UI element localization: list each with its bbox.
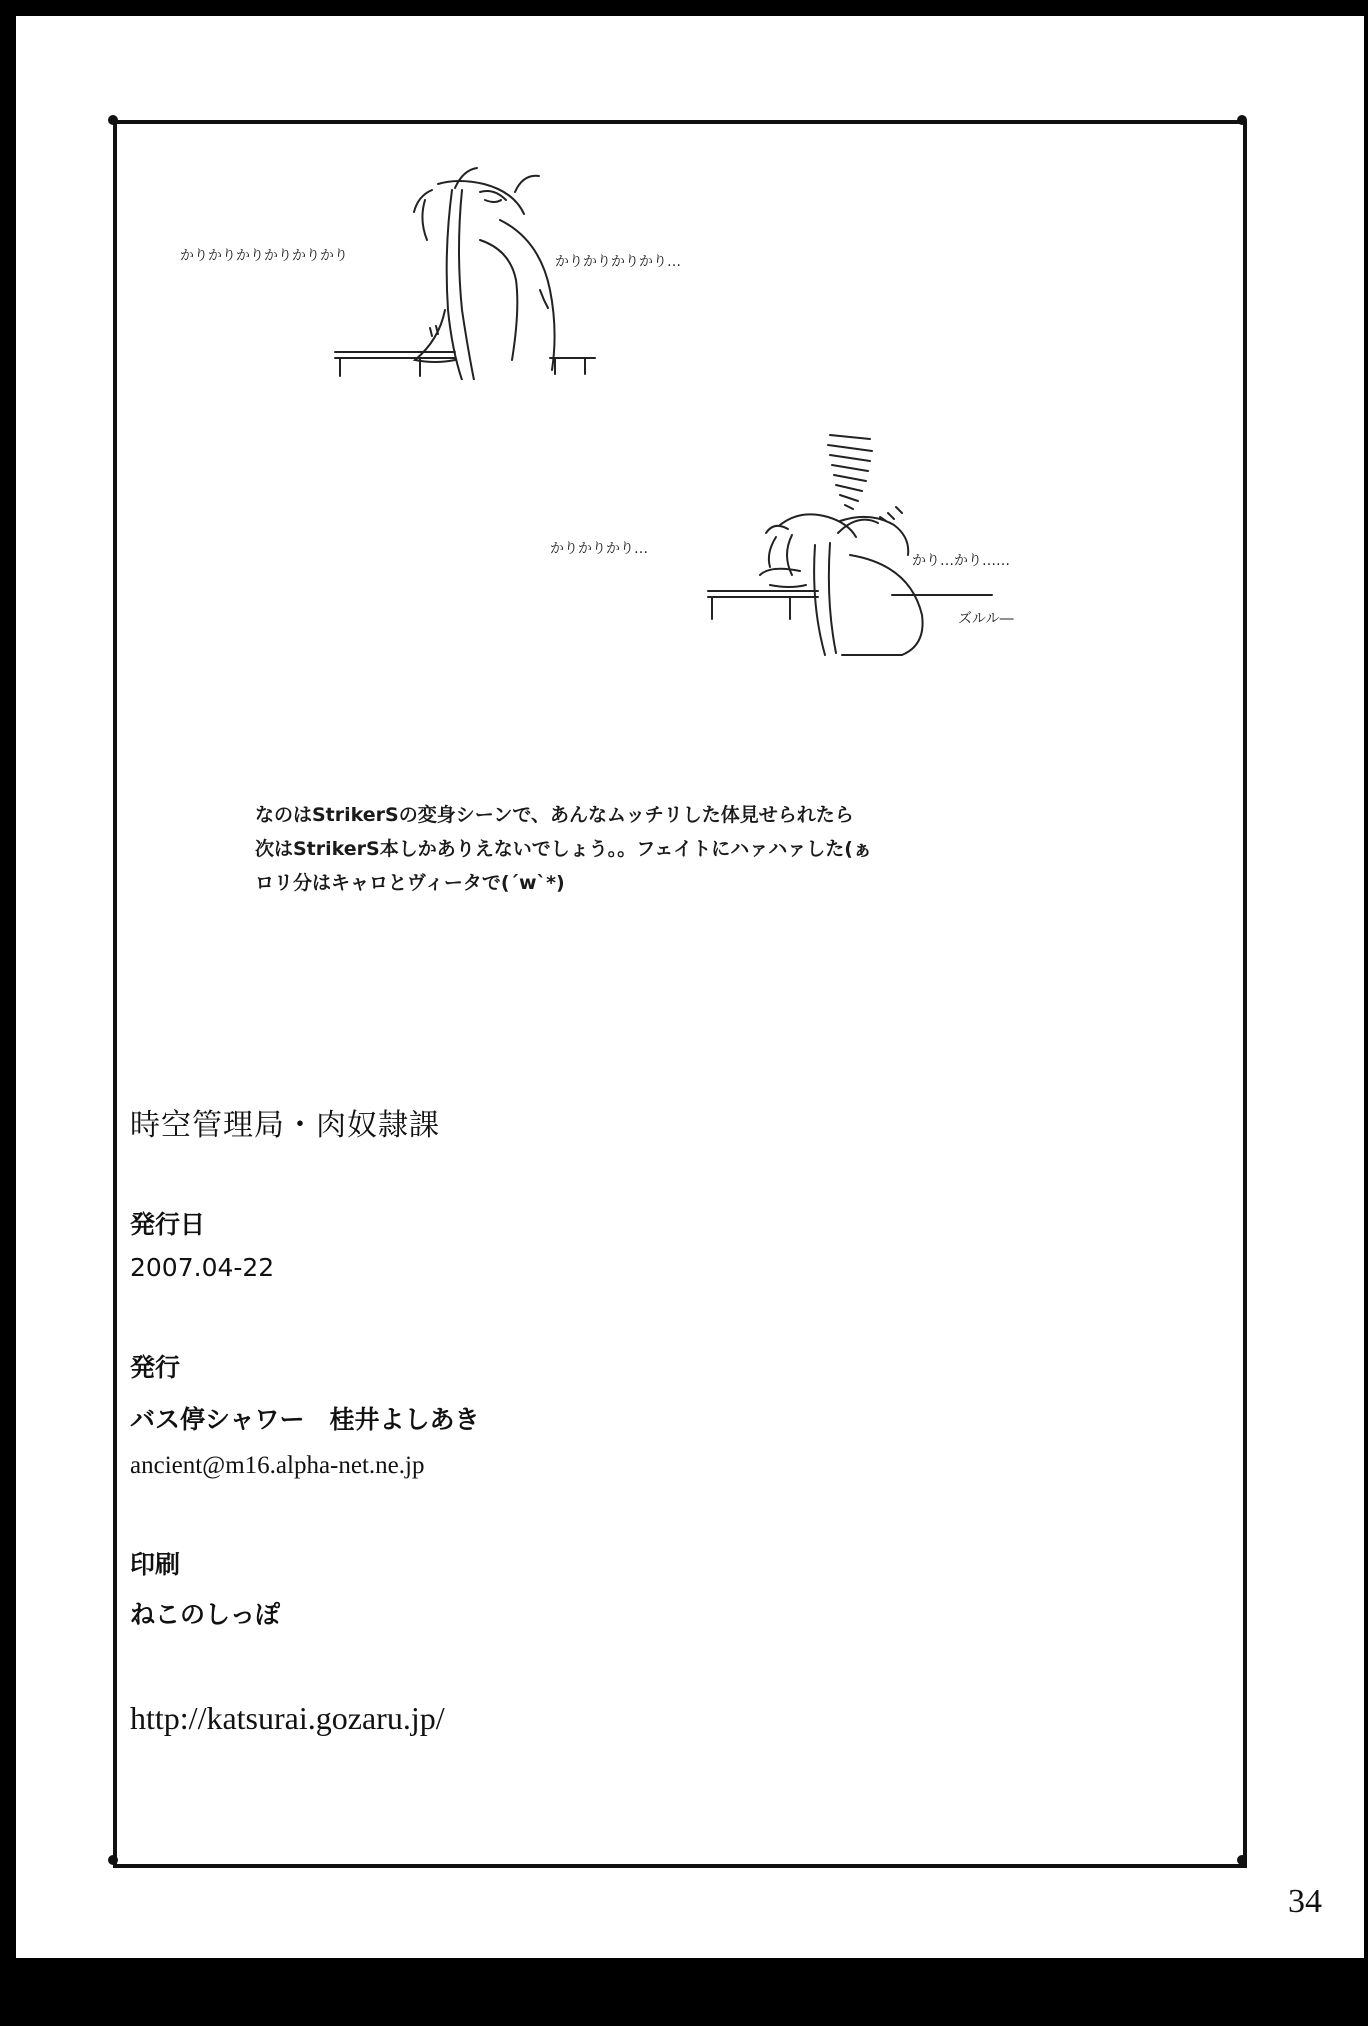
scan-edge-top [0,0,1368,16]
sfx-scratching-fading: かり…かり…… [912,553,1010,569]
publisher-email: ancient@m16.alpha-net.ne.jp [130,1452,425,1479]
sfx-scratching-left: かりかりかりかりかりかり [180,248,348,264]
caption-line: なのはStrikerSの変身シーンで、あんなムッチリした体見せられたら [255,804,854,826]
sfx-scratching-right: かりかりかりかり… [555,254,681,270]
issue-date: 2007.04-22 [130,1253,275,1282]
illustration-writing [180,160,740,380]
printer-name: ねこのしっぽ [130,1600,281,1629]
circle-name: 時空管理局・肉奴隷課 [130,1108,440,1143]
caption-line: 次はStrikerS本しかありえないでしょう。。フェイトにハァハァした(ぁ [255,838,872,860]
issue-date-label: 発行日 [130,1210,206,1239]
website-url: http://katsurai.gozaru.jp/ [130,1700,445,1736]
frame-corner-dot [108,115,118,125]
printer-label: 印刷 [130,1550,181,1579]
frame-corner-dot [108,1855,118,1865]
afterword-caption [255,798,872,900]
frame-corner-dot [1237,115,1247,125]
illustration-dozing [540,425,1100,675]
scan-edge-right [1364,0,1368,2026]
publisher-name: バス停シャワー 桂井よしあき [130,1405,480,1434]
page-frame [113,120,1247,1868]
scan-edge-left [0,0,16,2026]
page-number: 34 [1288,1883,1322,1920]
sfx-sliding: ズルル― [958,611,1014,627]
scan-edge-bottom [0,1958,1368,2026]
publisher-label: 発行 [130,1353,181,1382]
sfx-scratching-slow: かりかりかり… [550,541,648,557]
caption-line: ロリ分はキャロとヴィータで(´w`*) [255,872,565,894]
frame-corner-dot [1237,1855,1247,1865]
